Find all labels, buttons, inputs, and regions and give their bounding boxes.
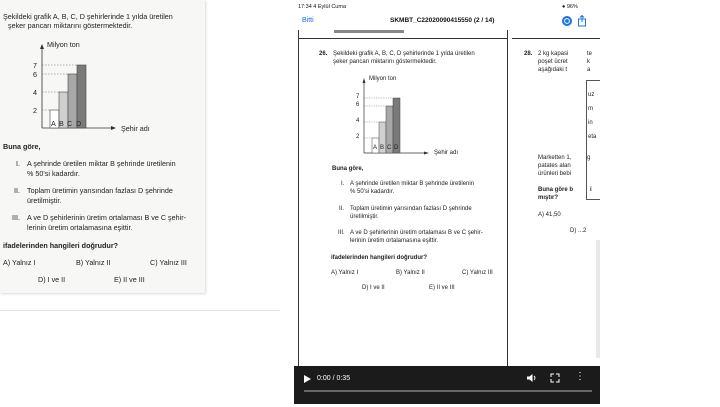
left-item-3-line-2: lerinin üretim ortalamasına eşittir. (27, 223, 133, 232)
left-question: ifadelerinden hangileri doğrudur? (3, 241, 119, 250)
q26-option-d[interactable]: D) I ve II (362, 285, 385, 291)
document-page[interactable] (294, 30, 600, 366)
q28-line-1: 2 kg kapasi (538, 51, 569, 57)
left-item-2-num: II. (14, 186, 20, 195)
share-icon[interactable] (577, 15, 587, 27)
q28-line-1-tail: te (587, 51, 593, 57)
volume-icon[interactable] (526, 373, 537, 383)
q28-question-2: mıştır? (538, 195, 559, 201)
left-item-1-line-2: % 50'si kadardır. (27, 169, 80, 178)
more-options-icon[interactable]: ⋮ (575, 371, 585, 382)
status-battery: ● 96% (562, 4, 578, 10)
left-chart-y-label: Milyon ton (47, 40, 80, 49)
q26-option-a[interactable]: A) Yalnız I (331, 270, 359, 276)
page-border-top-right (512, 38, 600, 39)
left-item-2-line-2: üretilmiştir. (27, 196, 62, 205)
separator-line (0, 310, 280, 311)
page-border-left (298, 30, 299, 366)
left-item-2-line-1: Toplam üretimin yarısından fazlası D şehrinde (27, 186, 173, 195)
left-chart-x-label: Şehir adı (121, 124, 150, 133)
q28-line-2-tail: k (587, 59, 590, 65)
left-question-line-2: şeker pancarı miktarını göstermektedir. (8, 21, 133, 30)
left-chart-y-arrow (40, 44, 44, 49)
q28-line-2: poşet ücret (538, 59, 568, 65)
left-chart-cat-b: B (59, 119, 64, 128)
q28-question-1-tail: i (590, 187, 592, 193)
q28-table-frag-1: uz (588, 92, 595, 98)
q26-cat-c: C (387, 145, 392, 151)
left-chart-x-arrow (111, 126, 116, 130)
q26-item-2-line-1: Toplam üretimin yarısından fazlası D şehrinde (350, 206, 472, 212)
left-item-1-num: I. (16, 159, 20, 168)
q26-option-e[interactable]: E) II ve III (429, 285, 455, 291)
q28-option-a[interactable]: A) 41,50 (538, 212, 561, 218)
q26-buna-gore: Buna göre, (332, 166, 364, 172)
q26-item-1-line-2: % 50'si kadardır. (350, 189, 395, 195)
left-bar-chart (22, 44, 162, 134)
q26-y-arrow (363, 78, 366, 83)
left-buna-gore: Buna göre, (3, 142, 41, 151)
q28-mid-line-3: ürünleri bebi (538, 171, 572, 177)
previous-question-fragment (334, 30, 404, 33)
q26-line-2: şeker pancarı miktarını göstermektedir. (333, 59, 437, 65)
status-time: 17:34 4 Eylül Cuma (298, 4, 346, 10)
q26-x-arrow (424, 152, 429, 155)
q26-item-1-line-1: A şehrinde üretilen miktar B şehrinde üretilenin (350, 181, 475, 187)
video-time: 0:00 / 0:35 (317, 375, 351, 382)
q26-item-1-num: I. (341, 181, 345, 187)
q26-tick-7: 7 (356, 94, 360, 100)
fullscreen-icon[interactable] (550, 373, 560, 383)
q26-x-label: Şehir adı (434, 150, 459, 156)
q26-tick-4: 4 (356, 118, 360, 124)
left-item-3-num: III. (12, 213, 20, 222)
phone-screen (294, 0, 600, 404)
video-progress-track[interactable] (304, 390, 592, 392)
left-chart-tick-6: 6 (33, 70, 37, 79)
q28-table-frag-4: eta (588, 134, 597, 140)
left-chart-cat-a: A (51, 119, 56, 128)
q26-option-b[interactable]: B) Yalnız II (396, 270, 425, 276)
q28-line-3-tail: a (587, 67, 591, 73)
q26-tick-2: 2 (356, 134, 360, 140)
left-question-page (0, 0, 205, 293)
left-chart-tick-4: 4 (33, 88, 37, 97)
column-divider (507, 30, 508, 366)
left-chart-cat-c: C (67, 119, 73, 128)
q28-mid-line-1: Marketten 1, (538, 155, 572, 161)
page-border-top (298, 38, 507, 39)
q26-line-1: Şekildeki grafik A, B, C, D şehirlerinde 1 yılda üretilen (333, 51, 475, 57)
status-bar (294, 0, 600, 14)
q28-line-3: aşağıdaki t (538, 67, 568, 73)
q26-item-3-line-2: lerinin üretim ortalamasına eşittir. (350, 238, 439, 244)
left-item-3-line-1: A ve D şehirlerinin üretim ortalaması B ve C şehir- (27, 213, 186, 222)
q26-item-2-num: II. (339, 206, 345, 212)
right-page-edge (596, 240, 600, 358)
left-chart-tick-7: 7 (33, 61, 37, 70)
left-option-e: E) II ve III (114, 275, 145, 284)
left-item-1-line-1: A şehrinde üretilen miktar B şehrinde üretilenin (27, 159, 176, 168)
q26-cat-d: D (394, 145, 399, 151)
q28-table-frag-3: in (588, 120, 593, 126)
q28-mid-line-2: patates alan (538, 163, 571, 169)
left-option-d: D) I ve II (38, 275, 66, 284)
q28-option-d[interactable]: D) ...2 (570, 228, 587, 234)
play-button[interactable] (303, 374, 312, 384)
left-option-a: A) Yalnız I (3, 258, 36, 267)
q28-mid-line-1-tail: g (587, 155, 591, 161)
left-chart-cat-d: D (76, 119, 82, 128)
q28-question-1: Buna göre b (538, 187, 574, 193)
q26-item-3-num: III. (338, 230, 345, 236)
document-nav-bar (294, 14, 600, 31)
q26-tick-6: 6 (356, 102, 360, 108)
left-chart-tick-2: 2 (33, 106, 37, 115)
document-title: SKMBT_C22020090415550 (2 / 14) (390, 17, 495, 24)
q26-cat-a: A (373, 145, 378, 151)
q28-table-frag-2: m (588, 106, 593, 112)
q26-option-c[interactable]: C) Yalnız III (462, 270, 493, 276)
q26-question: ifadelerinden hangileri doğrudur? (331, 255, 428, 261)
q26-item-3-line-1: A ve D şehirlerinin üretim ortalaması B ve C şehir- (350, 230, 483, 236)
q26-cat-b: B (380, 145, 385, 151)
q26-chart-y-label: Milyon ton (369, 76, 397, 82)
video-controls (294, 366, 600, 404)
done-button[interactable]: Bitti (302, 17, 314, 24)
q26-number: 26. (319, 51, 328, 57)
left-option-b: B) Yalnız II (76, 258, 111, 267)
left-question-line-1: Şekildeki grafik A, B, C, D şehirlerinde 1 yılda üretilen (3, 12, 173, 21)
markup-icon[interactable] (562, 16, 572, 26)
left-option-c: C) Yalnız III (150, 258, 187, 267)
q26-item-2-line-2: üretilmiştir. (350, 214, 379, 220)
q28-number: 28. (524, 51, 533, 57)
